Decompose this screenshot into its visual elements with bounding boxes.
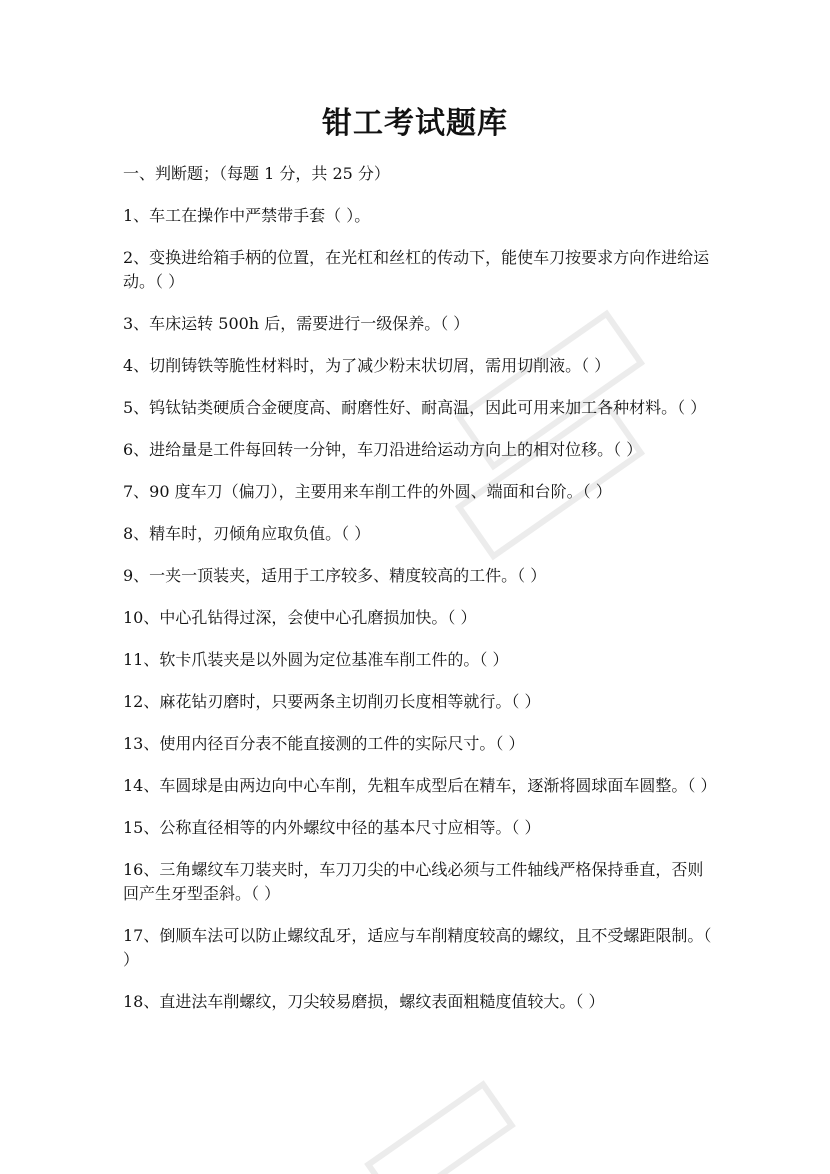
question-item: 15、公称直径相等的内外螺纹中径的基本尺寸应相等。（ ） [123, 818, 541, 837]
section-heading: 一、判断题；（每题 1 分，共 25 分） [123, 164, 390, 183]
question-item: 11、软卡爪装夹是以外圆为定位基准车削工件的。（ ） [123, 650, 509, 669]
document-body [123, 162, 717, 1032]
question-item: 17、倒顺车法可以防止螺纹乱牙，适应与车削精度较高的螺纹，且不受螺距限制。（ ） [123, 926, 712, 969]
question-item: 8、精车时，刃倾角应取负值。（ ） [123, 524, 371, 543]
question-item: 10、中心孔钻得过深，会使中心孔磨损加快。（ ） [123, 608, 477, 627]
question-item: 12、麻花钻刃磨时，只要两条主切削刃长度相等就行。（ ） [123, 692, 541, 711]
question-item: 5、钨钛钴类硬质合金硬度高、耐磨性好、耐高温，因此可用来加工各种材料。（ ） [123, 398, 707, 417]
watermark-graphic-bottom [330, 1080, 530, 1174]
question-item: 7、90 度车刀（偏刀），主要用来车削工件的外圆、端面和台阶。（ ） [123, 482, 612, 501]
question-item: 16、三角螺纹车刀装夹时，车刀刀尖的中心线必须与工件轴线严格保持垂直，否则回产生牙型歪斜。（ ） [123, 860, 704, 903]
question-item: 2、变换进给箱手柄的位置，在光杠和丝杠的传动下，能使车刀按要求方向作进给运动。（ ） [123, 248, 710, 291]
question-item: 9、一夹一顶装夹，适用于工序较多、精度较高的工件。（ ） [123, 566, 547, 585]
question-item: 14、车圆球是由两边向中心车削，先粗车成型后在精车，逐渐将圆球面车圆整。（ ） [123, 776, 717, 795]
question-item: 18、直进法车削螺纹，刀尖较易磨损，螺纹表面粗糙度值较大。（ ） [123, 992, 605, 1011]
question-item: 3、车床运转 500h 后，需要进行一级保养。（ ） [123, 314, 470, 333]
question-item: 4、切削铸铁等脆性材料时，为了减少粉末状切屑，需用切削液。（ ） [123, 356, 611, 375]
question-item: 6、进给量是工件每回转一分钟，车刀沿进给运动方向上的相对位移。（ ） [123, 440, 643, 459]
document-title: 钳工考试题库 [322, 106, 508, 141]
question-item: 1、车工在操作中严禁带手套（ ）。 [123, 206, 371, 225]
question-item: 13、使用内径百分表不能直接测的工件的实际尺寸。（ ） [123, 734, 525, 753]
